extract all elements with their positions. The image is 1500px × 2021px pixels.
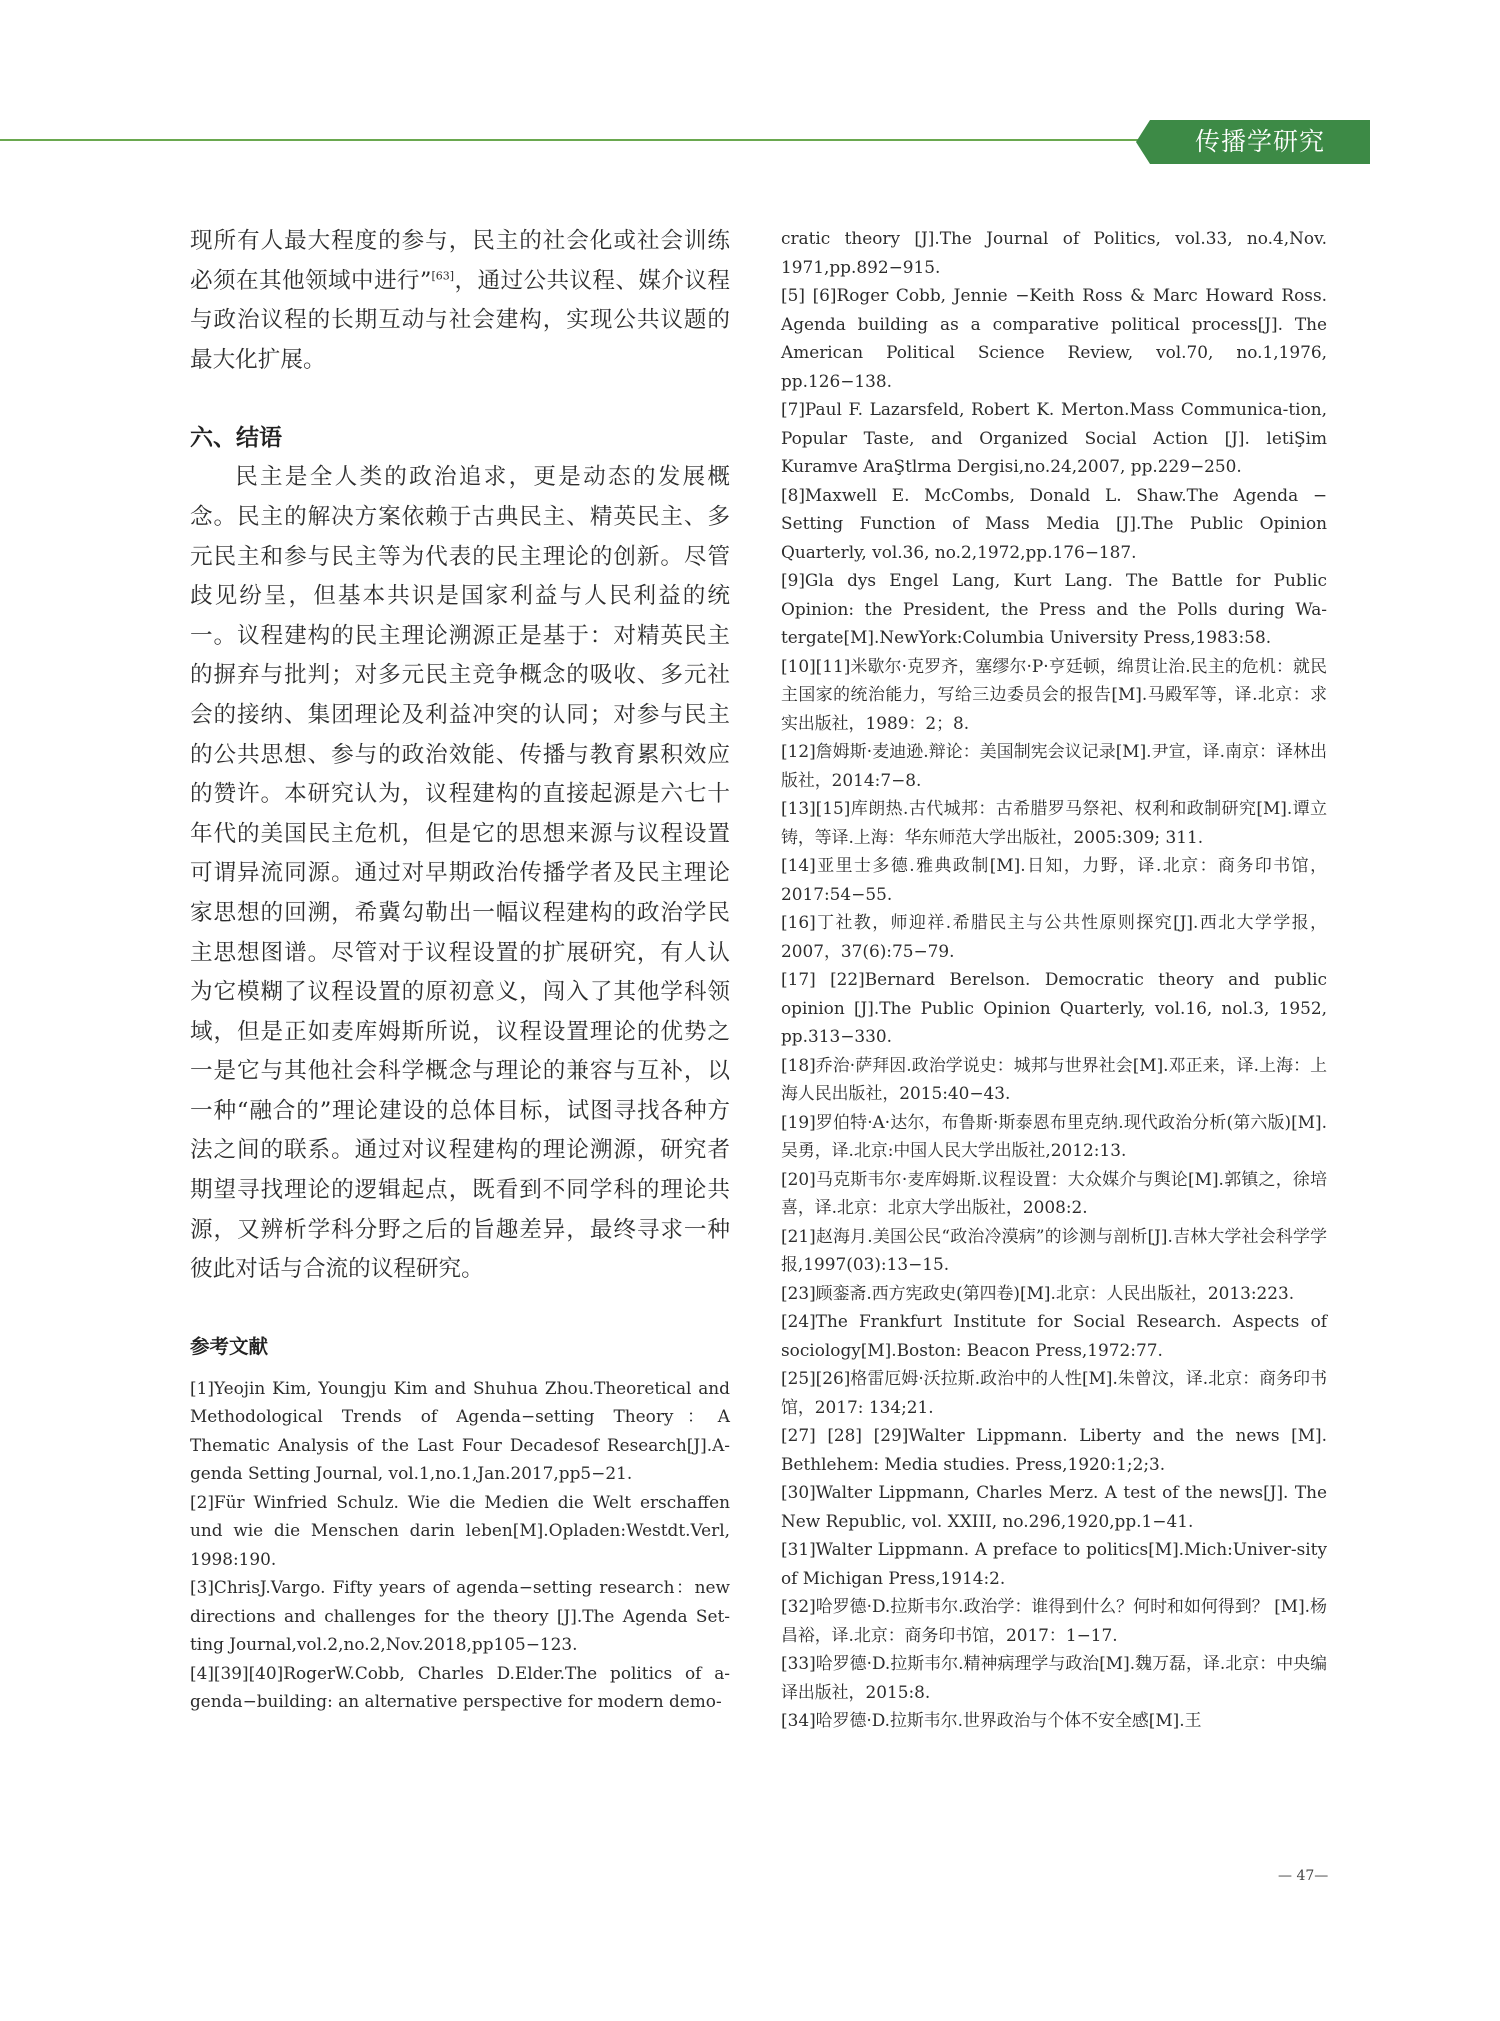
reference-item: [21]赵海月.美国公民“政治冷漠病”的诊测与剖析[J].吉林大学社会科学学报,1997(03):13−15.	[781, 1225, 1327, 1274]
reference-item: [19]罗伯特·A·达尔，布鲁斯·斯泰恩布里克纳.现代政治分析(第六版)[M].吴勇，译.北京:中国人民大学出版社,2012:13.	[781, 1111, 1327, 1160]
reference-item: [4][39][40]RogerW.Cobb, Charles D.Elder.The politics of a-genda−building: an alternative perspective for modern demo-	[190, 1662, 730, 1712]
reference-item: [24]The Frankfurt Institute for Social Research. Aspects of sociology[M].Boston: Beacon Press,1972:77.	[781, 1311, 1327, 1360]
intro-text-pre: 现所有人最大程度的参与，民主的社会化或社会训练必须在其他领域中进行”	[190, 228, 730, 294]
reference-item: [25][26]格雷厄姆·沃拉斯.政治中的人性[M].朱曾汶，译.北京：商务印书馆，2017: 134;21.	[781, 1368, 1327, 1417]
section-heading: 六、结语	[190, 425, 282, 452]
reference-item: [16]丁社教，师迎祥.希腊民主与公共性原则探究[J].西北大学学报，2007，37(6):75−79.	[781, 912, 1327, 961]
reference-item: [3]ChrisJ.Vargo. Fifty years of agenda−setting research：new directions and challenges for the theory [J].The Agenda Set-ting Journal,vol.2,no.2,Nov.2018,pp105−123.	[190, 1577, 730, 1655]
reference-item: cratic theory [J].The Journal of Politics, vol.33, no.4,Nov. 1971,pp.892−915.	[781, 228, 1327, 277]
reference-item: [27] [28] [29]Walter Lippmann. Liberty and the news [M]. Bethlehem: Media studies. Press,1920:1;2;3.	[781, 1425, 1327, 1474]
reference-item: [33]哈罗德·D.拉斯韦尔.精神病理学与政治[M].魏万磊，译.北京：中央编译出版社，2015:8.	[781, 1653, 1327, 1702]
reference-item: [10][11]米歇尔·克罗齐，塞缪尔·P·亨廷顿，绵贯让治.民主的危机：就民主国家的统治能力，写给三边委员会的报告[M].马殿军等，译.北京：求实出版社，1989：2；8.	[781, 655, 1327, 733]
reference-item: [17] [22]Bernard Berelson. Democratic theory and public opinion [J].The Public Opinion Quarterly, vol.16, nol.3, 1952, pp.313−330.	[781, 969, 1327, 1046]
reference-item: [5] [6]Roger Cobb, Jennie −Keith Ross & Marc Howard Ross. Agenda building as a comparative political process[J]. The American Political Science Review, vol.70, no.1,1976, pp.126−138.	[781, 285, 1327, 391]
reference-item: [7]Paul F. Lazarsfeld, Robert K. Merton.Mass Communica-tion, Popular Taste, and Organized Social Action [J]. letiŞim Kuramve AraŞtlrma Dergisi,no.24,2007, pp.229−250.	[781, 399, 1327, 476]
reference-item: [8]Maxwell E. McCombs, Donald L. Shaw.The Agenda − Setting Function of Mass Media [J].The Public Opinion Quarterly, vol.36, no.2,1972,pp.176−187.	[781, 484, 1327, 562]
intro-paragraph	[190, 222, 730, 380]
intro-text-post: ，通过公共议程、媒介议程与政治议程的长期互动与社会建构，实现公共议题的最大化扩展。	[190, 267, 730, 373]
reference-item: [13][15]库朗热.古代城邦：古希腊罗马祭祀、权利和政制研究[M].谭立铸，等译.上海：华东师范大学出版社，2005:309; 311.	[781, 798, 1327, 847]
reference-item: [31]Walter Lippmann. A preface to politics[M].Mich:Univer-sity of Michigan Press,1914:2.	[781, 1539, 1327, 1588]
header-rule	[0, 139, 1160, 141]
reference-item: [34]哈罗德·D.拉斯韦尔.世界政治与个体不安全感[M].王	[781, 1710, 1202, 1730]
reference-item: [9]Gla dys Engel Lang, Kurt Lang. The Battle for Public Opinion: the President, the Press and the Polls during Wa-tergate[M].NewYork:Columbia University Press,1983:58.	[781, 570, 1327, 647]
reference-item: [1]Yeojin Kim, Youngju Kim and Shuhua Zhou.Theoretical and Methodological Trends of Agenda−setting Theory：A Thematic Analysis of the Last Four Decadesof Research[J].A-genda Setting Journal, vol.1,no.1,Jan.2017,pp5−21.	[190, 1377, 730, 1484]
references-heading: 参考文献	[190, 1334, 269, 1358]
reference-item: [20]马克斯韦尔·麦库姆斯.议程设置：大众媒介与舆论[M].郭镇之，徐培喜，译.北京：北京大学出版社，2008:2.	[781, 1168, 1327, 1217]
reference-item: [2]Für Winfried Schulz. Wie die Medien die Welt erschaffen und wie die Menschen darin leben[M].Opladen:Westdt.Verl, 1998:190.	[190, 1491, 730, 1569]
reference-item: [23]顾銮斋.西方宪政史(第四卷)[M].北京：人民出版社，2013:223.	[781, 1282, 1295, 1303]
reference-item: [12]詹姆斯·麦迪逊.辩论：美国制宪会议记录[M].尹宣，译.南京：译林出版社，2014:7−8.	[781, 741, 1327, 790]
reference-item: [32]哈罗德·D.拉斯韦尔.政治学：谁得到什么？何时和如何得到？ [M].杨昌裕，译.北京：商务印书馆，2017：1−17.	[781, 1596, 1327, 1645]
reference-item: [14]亚里士多德.雅典政制[M].日知，力野，译.北京：商务印书馆，2017:54−55.	[781, 855, 1327, 904]
right-column	[781, 224, 1327, 1735]
reference-item: [30]Walter Lippmann, Charles Merz. A test of the news[J]. The New Republic, vol. XXIII, no.296,1920,pp.1−41.	[781, 1482, 1327, 1531]
conclusion-paragraph: 民主是全人类的政治追求，更是动态的发展概念。民主的解决方案依赖于古典民主、精英民主、多元民主和参与民主等为代表的民主理论的创新。尽管歧见纷呈，但基本共识是国家利益与人民利益的统一。议程建构的民主理论溯源正是基于：对精英民主的摒弃与批判；对多元民主竞争概念的吸收、多元社会的接纳、集团理论及利益冲突的认同；对参与民主的公共思想、参与的政治效能、传播与教育累积效应的赞许。本研究认为，议程建构的直接起源是六七十年代的美国民主危机，但是它的思想来源与议程设置可谓异流同源。通过对早期政治传播学者及民主理论家思想的回溯，希冀勾勒出一幅议程建构的政治学民主思想图谱。尽管对于议程设置的扩展研究，有人认为它模糊了议程设置的原初意义，闯入了其他学科领域，但是正如麦库姆斯所说，议程设置理论的优势之一是它与其他社会科学概念与理论的兼容与互补，以一种“融合的”理论建设的总体目标，试图寻找各种方法之间的联系。通过对议程建构的理论溯源，研究者期望寻找理论的逻辑起点，既看到不同学科的理论共源，又辨析学科分野之后的旨趣差异，最终寻求一种彼此对话与合流的议程研究。	[190, 464, 730, 1283]
section-tag: 传播学研究	[1150, 120, 1370, 164]
page-number: — 47—	[1278, 1868, 1329, 1884]
citation-superscript: [63]	[431, 269, 455, 283]
reference-item: [18]乔治·萨拜因.政治学说史：城邦与世界社会[M].邓正来，译.上海：上海人民出版社，2015:40−43.	[781, 1054, 1327, 1103]
left-column	[190, 222, 730, 1716]
